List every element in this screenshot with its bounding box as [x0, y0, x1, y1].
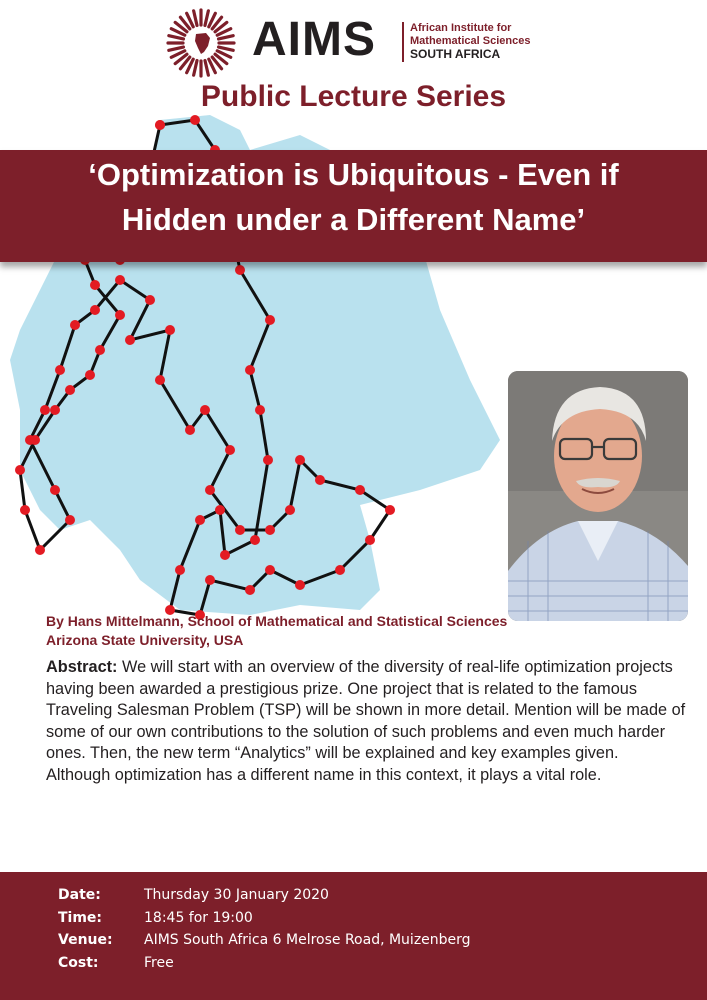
tsp-node	[195, 515, 205, 525]
tsp-node	[285, 505, 295, 515]
tsp-node	[115, 275, 125, 285]
venue-label: Venue:	[58, 932, 113, 948]
tsp-node	[385, 505, 395, 515]
lecture-title-line2: Hidden under a Different Name’	[121, 202, 586, 237]
tsp-node	[365, 535, 375, 545]
abstract-text: We will start with an overview of the diversity of real-life optimization projects having been awarded a prestigious prize. One project that is related to the famous Traveling Salesman Problem (TSP) will be shown in more detail. Mention will be made of some of our own contributions to the solution of such problems and even much harder ones. Then, the new term “Analytics” will be explained and key examples given. Although optimization has a different name in this context, it plays a vital role.	[46, 658, 686, 784]
tsp-node	[265, 565, 275, 575]
speaker-byline	[46, 612, 646, 650]
tsp-node	[40, 405, 50, 415]
tsp-node	[215, 505, 225, 515]
logo-subtitle-line3: SOUTH AFRICA	[410, 47, 501, 61]
tsp-node	[265, 525, 275, 535]
tsp-node	[263, 455, 273, 465]
tsp-node	[30, 435, 40, 445]
logo-subtitle-line1: African Institute for	[410, 22, 512, 34]
cost-value: Free	[144, 954, 174, 971]
tsp-node	[200, 405, 210, 415]
tsp-node	[125, 335, 135, 345]
tsp-node	[295, 580, 305, 590]
tsp-node	[95, 345, 105, 355]
tsp-node	[165, 325, 175, 335]
logo-divider	[402, 22, 404, 62]
tsp-node	[175, 565, 185, 575]
tsp-node	[55, 365, 65, 375]
time-label: Time:	[58, 909, 103, 926]
date-value: Thursday 30 January 2020	[144, 887, 329, 903]
cost-label: Cost:	[58, 954, 99, 971]
tsp-node	[250, 535, 260, 545]
tsp-node	[235, 265, 245, 275]
lecture-title	[0, 152, 707, 242]
tsp-node	[295, 455, 305, 465]
aims-sunburst-icon	[166, 8, 236, 78]
abstract	[46, 657, 686, 787]
speaker-portrait	[508, 371, 688, 621]
tsp-node	[335, 565, 345, 575]
speaker-byline-line2: Arizona State University, USA	[46, 632, 244, 648]
speaker-byline-line1: By Hans Mittelmann, School of Mathematical and Statistical Sciences	[46, 613, 508, 629]
tsp-node	[205, 575, 215, 585]
tsp-node	[155, 120, 165, 130]
venue-value: AIMS South Africa 6 Melrose Road, Muizenberg	[144, 932, 471, 948]
tsp-node	[90, 305, 100, 315]
tsp-node	[65, 385, 75, 395]
logo-wordmark: AIMS	[252, 13, 376, 66]
cost-row	[58, 952, 471, 975]
tsp-node	[115, 310, 125, 320]
tsp-node	[235, 525, 245, 535]
tsp-node	[205, 485, 215, 495]
tsp-node	[145, 295, 155, 305]
tsp-node	[255, 405, 265, 415]
tsp-node	[90, 280, 100, 290]
event-details	[58, 884, 471, 974]
date-row	[58, 884, 471, 907]
tsp-node	[50, 485, 60, 495]
speaker-photo	[508, 371, 688, 621]
tsp-node	[20, 505, 30, 515]
tsp-node	[220, 550, 230, 560]
venue-row	[58, 929, 471, 952]
tsp-node	[65, 515, 75, 525]
tsp-node	[155, 375, 165, 385]
time-row	[58, 907, 471, 930]
tsp-node	[50, 405, 60, 415]
aims-logo	[166, 8, 546, 78]
logo-subtitle-line2: Mathematical Sciences	[410, 35, 531, 47]
abstract-label: Abstract:	[46, 658, 118, 676]
date-label: Date:	[58, 887, 101, 903]
logo-subtitle	[410, 22, 530, 61]
tsp-node	[355, 485, 365, 495]
tsp-node	[15, 465, 25, 475]
tsp-node	[315, 475, 325, 485]
tsp-node	[225, 445, 235, 455]
series-title: Public Lecture Series	[200, 80, 507, 113]
tsp-node	[245, 585, 255, 595]
tsp-node	[190, 115, 200, 125]
tsp-node	[35, 545, 45, 555]
tsp-node	[70, 320, 80, 330]
lecture-title-line1: ‘Optimization is Ubiquitous - Even if	[88, 157, 619, 192]
tsp-node	[245, 365, 255, 375]
tsp-node	[85, 370, 95, 380]
tsp-node	[185, 425, 195, 435]
time-value: 18:45 for 19:00	[144, 909, 253, 926]
tsp-node	[265, 315, 275, 325]
